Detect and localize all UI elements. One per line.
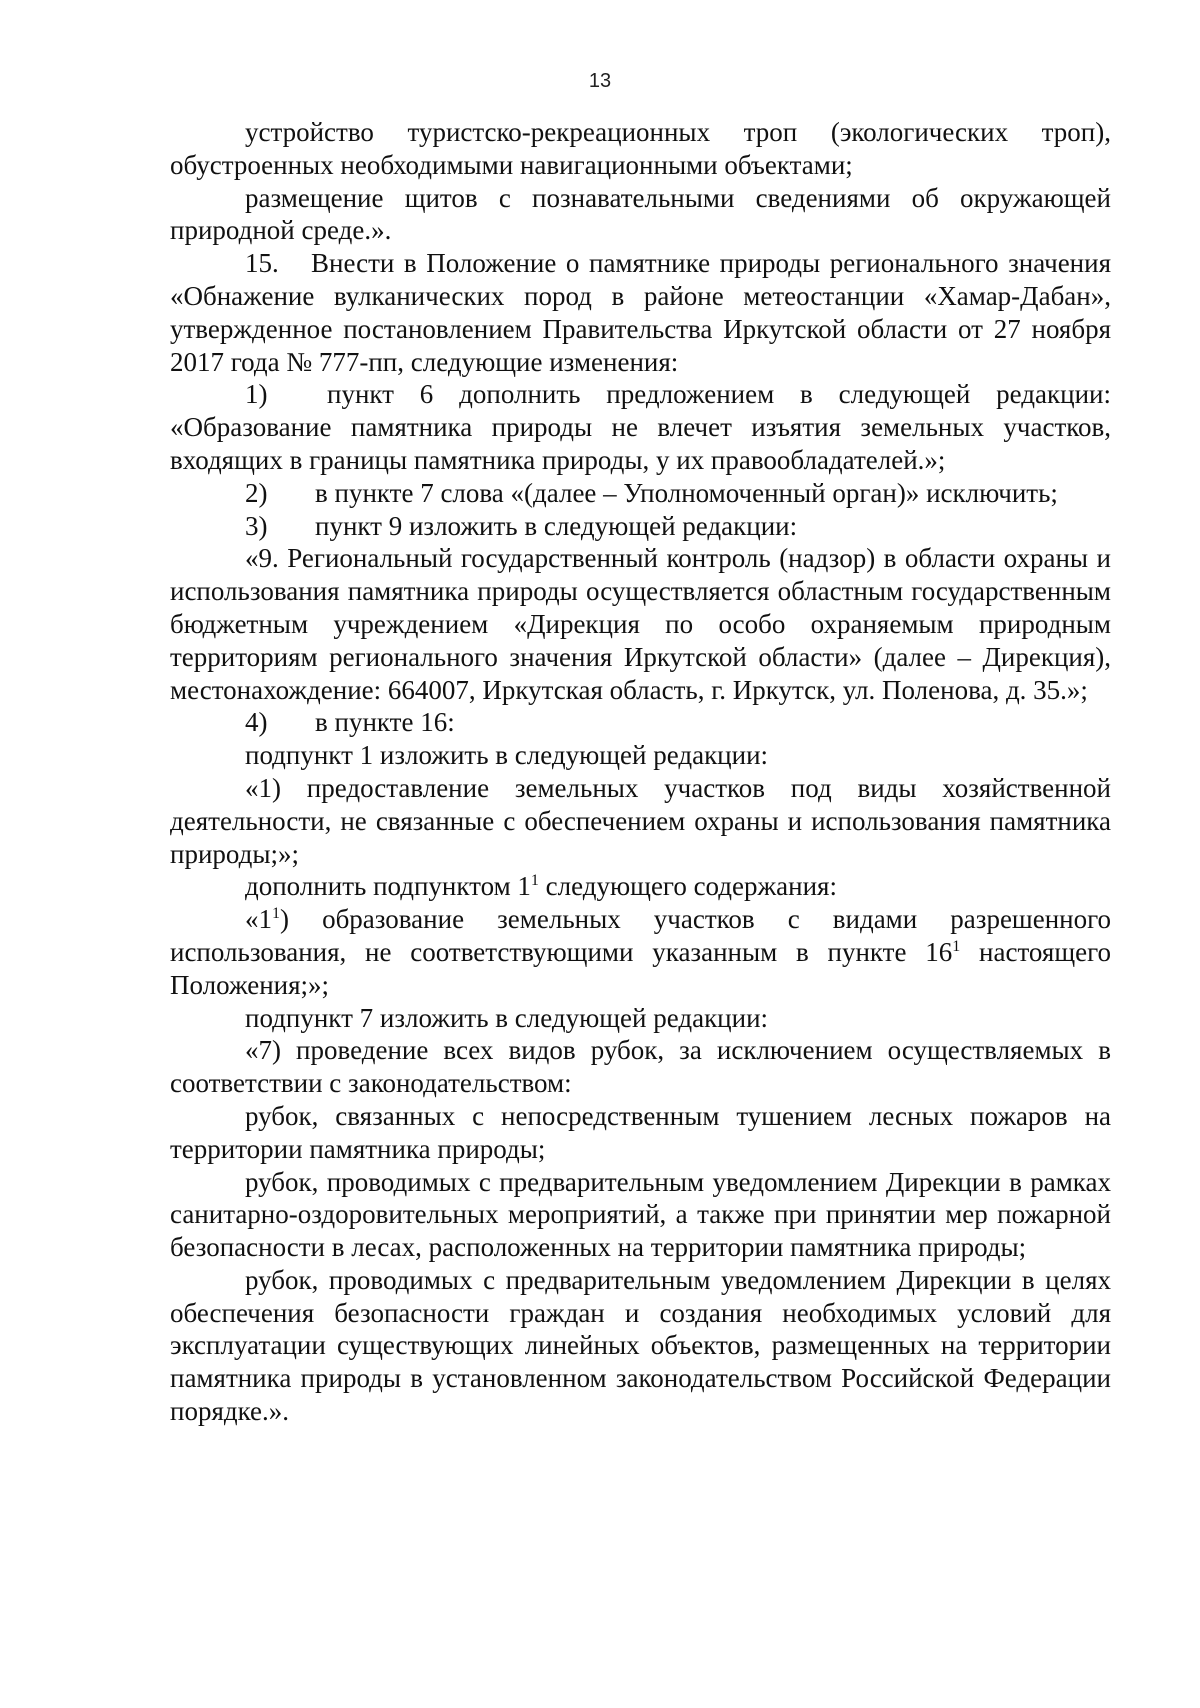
paragraph-text: пункт 9 изложить в следующей редакции:: [315, 510, 798, 541]
paragraph-text: настоящего Положения;»;: [170, 936, 1111, 1000]
superscript: 1: [530, 872, 539, 890]
superscript: 1: [952, 937, 961, 955]
paragraph: [170, 903, 1111, 1001]
page-number: 13: [588, 70, 612, 92]
paragraph: размещение щитов с познавательными сведениями об окружающей природной среде.».: [170, 182, 1111, 246]
list-item: [170, 510, 1111, 543]
paragraph-text: в пункте 16:: [315, 707, 455, 738]
item-number: 15.: [245, 248, 279, 279]
paragraph: «9. Региональный государственный контроль (надзор) в области охраны и использования памятника природы осуществляется областным государственным бюджетным учреждением «Дирекция по особо охраняемым природным территориям регионального значения Иркутской области» (далее – Дирекция), местонахождение: 664007, Иркутская область, г. Иркутск, ул. Поленова, д. 35.»;: [170, 543, 1111, 705]
item-number: 1): [245, 379, 268, 410]
list-item: [170, 706, 1111, 739]
paragraph-text: дополнить подпунктом 1: [245, 871, 531, 902]
paragraph: подпункт 7 изложить в следующей редакции:: [245, 1002, 769, 1033]
paragraph-text: ) образование земельных участков с видами разрешенного использования, не соответствующими указанным в пункте 16: [170, 904, 1111, 967]
paragraph-text: пункт 6 дополнить предложением в следующей редакции: «Образование памятника природы не влечет изъятия земельных участков, входящих в границы памятника природы, у их правообладателей.»;: [170, 379, 1111, 475]
paragraph-text: «1: [245, 904, 272, 935]
item-number: 3): [245, 510, 268, 541]
paragraph-text: в пункте 7 слова «(далее – Уполномоченный орган)» исключить;: [315, 477, 1058, 508]
item-number: 2): [245, 477, 268, 508]
paragraph: рубок, связанных с непосредственным тушением лесных пожаров на территории памятника природы;: [170, 1100, 1111, 1164]
paragraph: «1) предоставление земельных участков под виды хозяйственной деятельности, не связанные с обеспечением охраны и использования памятника природы;»;: [170, 772, 1111, 869]
paragraph: [170, 870, 1111, 903]
item-number: 4): [245, 707, 268, 738]
paragraph-text: следующего содержания:: [538, 871, 837, 902]
list-item: [170, 477, 1111, 510]
paragraph: рубок, проводимых с предварительным уведомлением Дирекции в целях обеспечения безопасности граждан и создания необходимых условий для эксплуатации существующих линейных объектов, размещенных на территории памятника природы в установленном законодательством Российской Федерации порядке.».: [170, 1264, 1111, 1427]
list-item: [170, 378, 1111, 476]
paragraph: рубок, проводимых с предварительным уведомлением Дирекции в рамках санитарно-оздоровительных мероприятий, а также при принятии мер пожарной безопасности в лесах, расположенных на территории памятника природы;: [170, 1166, 1111, 1263]
numbered-paragraph-15: [170, 247, 1111, 378]
paragraph-text: Внести в Положение о памятнике природы регионального значения «Обнажение вулканических пород в районе метеостанции «Хамар-Дабан», утвержденное постановлением Правительства Иркутской области от 27 ноября 2017 года № 777-пп, следующие изменения:: [170, 248, 1111, 377]
paragraph: «7) проведение всех видов рубок, за исключением осуществляемых в соответствии с законодательством:: [170, 1035, 1111, 1099]
paragraph: устройство туристско-рекреационных троп (экологических троп), обустроенных необходимыми навигационными объектами;: [170, 117, 1111, 180]
document-body: [170, 116, 1111, 1428]
superscript: 1: [272, 905, 280, 923]
paragraph: подпункт 1 изложить в следующей редакции:: [245, 740, 769, 771]
